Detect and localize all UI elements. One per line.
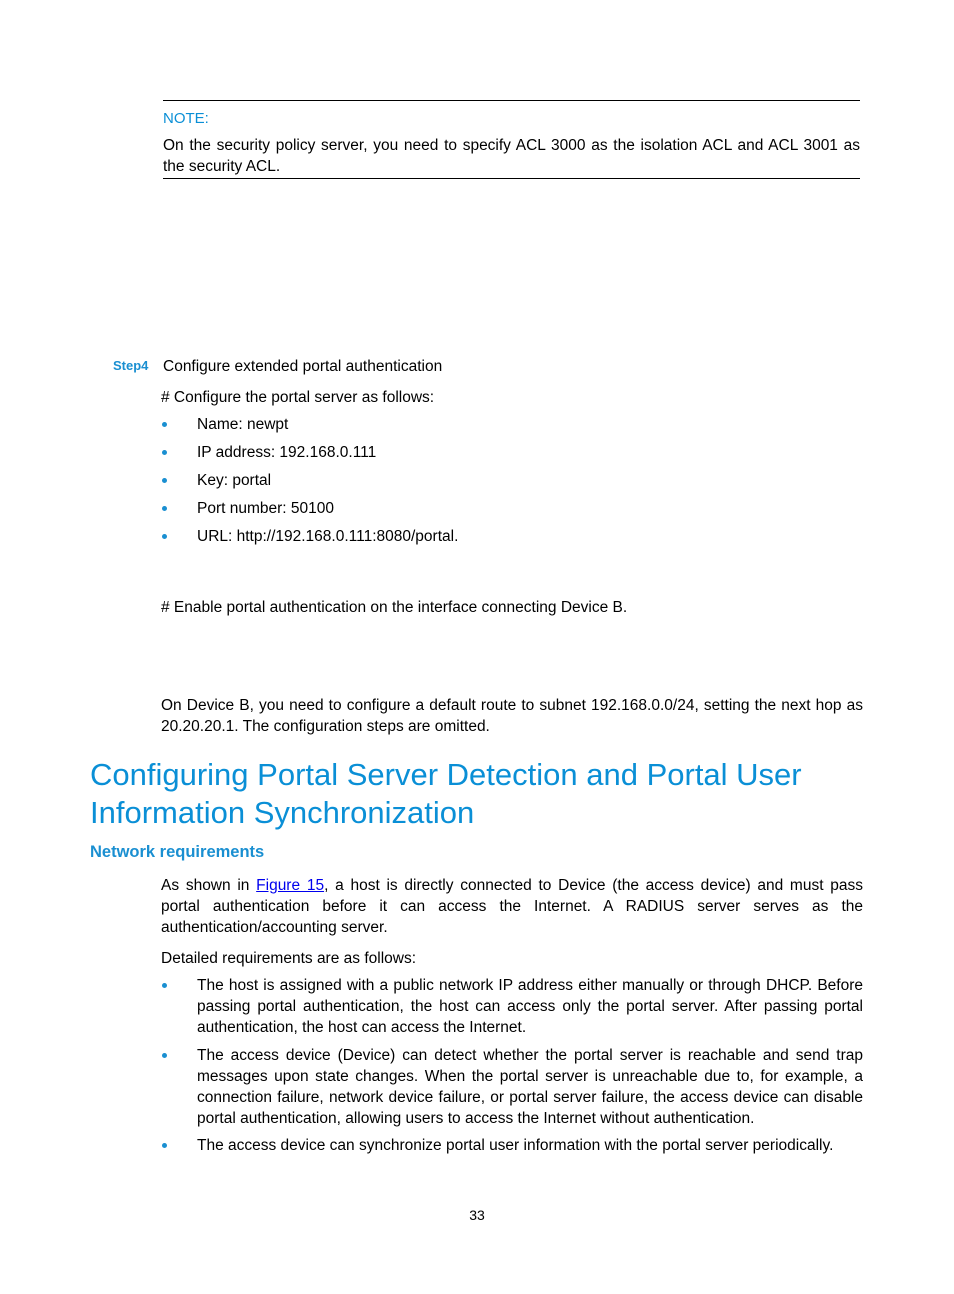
para-suffix: , a host is directly connected to Device (the access device) and must pass portal authentication before it can access the Internet. A RADIUS server serves as the authentication/accounting server. [161,877,863,936]
note-text: On the security policy server, you need to specify ACL 3000 as the isolation ACL and ACL 3001 as the security ACL. [163,137,860,175]
device-b-note: On Device B, you need to configure a default route to subnet 192.168.0.0/24, setting the next hop as 20.20.20.1. The configuration steps are omitted. [161,697,863,735]
step-title: Configure extended portal authentication [163,358,443,375]
detail-intro: Detailed requirements are as follows: [161,950,417,967]
figure-15-link[interactable]: Figure 15 [256,877,325,894]
list-item-text: The host is assigned with a public network IP address either manually or through DHCP. Before passing portal authentication, the host can access only the portal server. After passing portal authentication, the host can access the Internet. [197,977,863,1036]
list-item [162,498,862,526]
list-item-text: The access device can synchronize portal user information with the portal server periodically. [197,1137,834,1154]
section-title-line1: Configuring Portal Server Detection and Portal User [90,757,802,792]
bullet-icon [162,506,167,511]
note-label: NOTE: [163,110,209,127]
list-item-text: Name: newpt [197,416,289,433]
list-item-text: Key: portal [197,472,272,489]
network-requirements-paragraph [161,875,863,938]
list-item [162,1045,863,1135]
list-item [162,975,863,1045]
list-item-text: URL: http://192.168.0.111:8080/portal. [197,528,459,545]
bullet-icon [162,1053,167,1058]
subsection-title: Network requirements [90,843,265,861]
list-item [162,1135,863,1163]
bullet-icon [162,478,167,483]
list-item-text: IP address: 192.168.0.111 [197,444,377,461]
list-item [162,470,862,498]
section-title-line2: Information Synchronization [90,795,475,830]
bullet-icon [162,422,167,427]
page-number: 33 [469,1207,485,1223]
enable-portal-text: # Enable portal authentication on the interface connecting Device B. [161,599,628,616]
bullet-icon [162,450,167,455]
requirements-list [162,975,863,1163]
section-title [90,756,802,832]
note-box [163,100,860,179]
bullet-icon [162,983,167,988]
list-item [162,442,862,470]
portal-server-intro: # Configure the portal server as follows: [161,389,435,406]
list-item [162,414,862,442]
list-item-text: Port number: 50100 [197,500,335,517]
step-label: Step4 [113,358,149,373]
para-prefix: As shown in [161,877,257,894]
list-item [162,526,862,554]
bullet-icon [162,534,167,539]
bullet-icon [162,1143,167,1148]
list-item-text: The access device (Device) can detect whether the portal server is reachable and send trap messages upon state changes. When the portal server is unreachable due to, for example, a connection failure, network device failure, or portal server failure, the access device can disable portal authentication, allowing users to access the Internet without authentication. [197,1047,863,1127]
portal-server-list [162,414,862,554]
